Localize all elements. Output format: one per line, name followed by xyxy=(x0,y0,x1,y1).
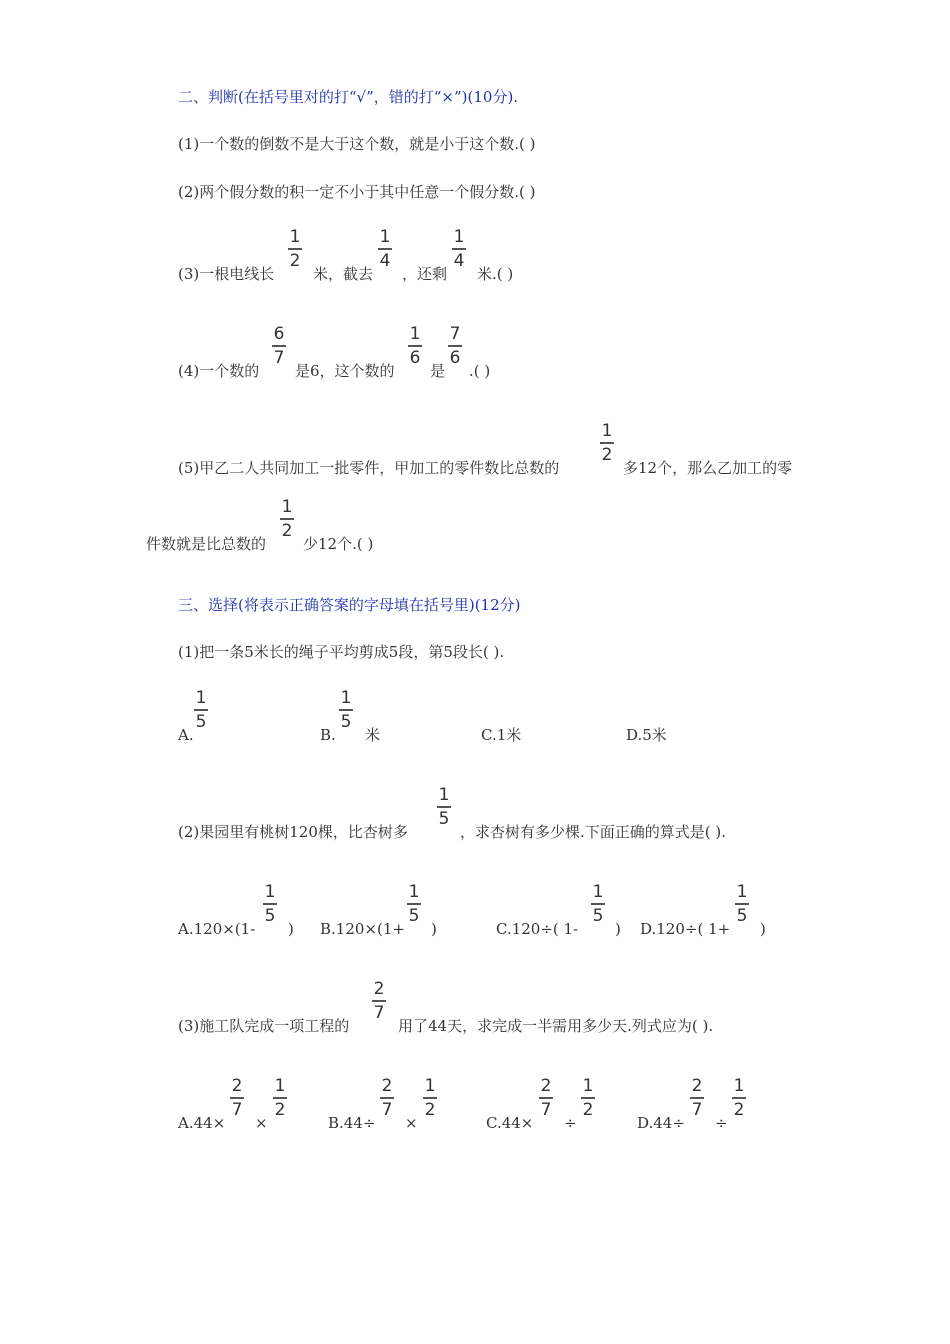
question-2-5-part2: 多12个，那么乙加工的零 xyxy=(623,459,793,477)
option-a: A.44× xyxy=(178,1114,226,1132)
fraction: 7 6 xyxy=(449,324,461,368)
fraction: 1 5 xyxy=(736,882,748,926)
question-2-5-part3: 件数就是比总数的 xyxy=(146,535,267,553)
fraction: 1 5 xyxy=(408,882,420,926)
question-2-4-part3: 是 xyxy=(430,362,446,380)
fraction: 1 2 xyxy=(281,497,293,541)
question-2-2: (2)两个假分数的积一定不小于其中任意一个假分数.( ) xyxy=(178,183,536,201)
fraction: 1 2 xyxy=(424,1076,436,1120)
question-3-3-part1: (3)施工队完成一项工程的 xyxy=(178,1017,350,1035)
question-2-3-part1: (3)一根电线长 xyxy=(178,265,275,283)
question-2-5-part4: 少12个.( ) xyxy=(303,535,374,553)
fraction: 2 7 xyxy=(540,1076,552,1120)
option-b: B.44÷ xyxy=(328,1114,376,1132)
question-2-1: (1)一个数的倒数不是大于这个数，就是小于这个数.( ) xyxy=(178,135,536,153)
option-c: C.44× xyxy=(486,1114,534,1132)
question-2-3-part3: ，还剩 xyxy=(402,265,448,283)
option-d-operator: ÷ xyxy=(715,1114,728,1132)
question-2-3-part4: 米.( ) xyxy=(477,265,514,283)
fraction: 1 5 xyxy=(438,785,450,829)
question-2-4-part1: (4)一个数的 xyxy=(178,362,260,380)
fraction: 1 5 xyxy=(592,882,604,926)
option-d-close: ) xyxy=(760,920,766,938)
option-d: D.5米 xyxy=(626,726,667,744)
section-2-heading: 二、判断(在括号里对的打“√”，错的打“×”)(10分). xyxy=(178,88,519,106)
option-b-close: ) xyxy=(431,920,437,938)
question-2-3-part2: 米，截去 xyxy=(313,265,374,283)
option-b: B.120×(1+ xyxy=(320,920,405,938)
fraction: 2 7 xyxy=(691,1076,703,1120)
option-a: A.120×(1- xyxy=(178,920,256,938)
fraction: 6 7 xyxy=(273,324,285,368)
fraction: 1 5 xyxy=(195,688,207,732)
question-3-3-part2: 用了44天，求完成一半需用多少天.列式应为( ). xyxy=(398,1017,714,1035)
option-c-operator: ÷ xyxy=(564,1114,577,1132)
fraction: 1 2 xyxy=(274,1076,286,1120)
option-d: D.44÷ xyxy=(637,1114,685,1132)
option-c: C.120÷( 1- xyxy=(496,920,579,938)
question-3-2-part1: (2)果园里有桃树120棵，比杏树多 xyxy=(178,823,408,841)
question-2-4-part2: 是6，这个数的 xyxy=(295,362,395,380)
option-b-operator: × xyxy=(405,1114,418,1132)
fraction: 1 6 xyxy=(409,324,421,368)
fraction: 1 2 xyxy=(289,227,301,271)
question-3-1: (1)把一条5米长的绳子平均剪成5段，第5段长( ). xyxy=(178,643,505,661)
fraction: 2 7 xyxy=(381,1076,393,1120)
question-2-5-part1: (5)甲乙二人共同加工一批零件，甲加工的零件数比总数的 xyxy=(178,459,560,477)
option-b: B. xyxy=(320,726,336,744)
fraction: 1 4 xyxy=(453,227,465,271)
option-c: C.1米 xyxy=(481,726,522,744)
fraction: 1 2 xyxy=(733,1076,745,1120)
section-3-heading: 三、选择(将表示正确答案的字母填在括号里)(12分) xyxy=(178,596,521,614)
option-a-close: ) xyxy=(288,920,294,938)
question-2-4-part4: .( ) xyxy=(469,362,491,380)
fraction: 1 2 xyxy=(582,1076,594,1120)
option-d: D.120÷( 1+ xyxy=(640,920,731,938)
option-a: A. xyxy=(178,726,194,744)
question-3-2-part2: ，求杏树有多少棵.下面正确的算式是( ). xyxy=(460,823,727,841)
option-c-close: ) xyxy=(615,920,621,938)
fraction: 1 4 xyxy=(379,227,391,271)
fraction: 2 7 xyxy=(231,1076,243,1120)
fraction: 1 2 xyxy=(601,421,613,465)
fraction: 2 7 xyxy=(373,979,385,1023)
option-b-unit: 米 xyxy=(365,726,381,744)
option-a-operator: × xyxy=(255,1114,268,1132)
fraction: 1 5 xyxy=(264,882,276,926)
fraction: 1 5 xyxy=(340,688,352,732)
